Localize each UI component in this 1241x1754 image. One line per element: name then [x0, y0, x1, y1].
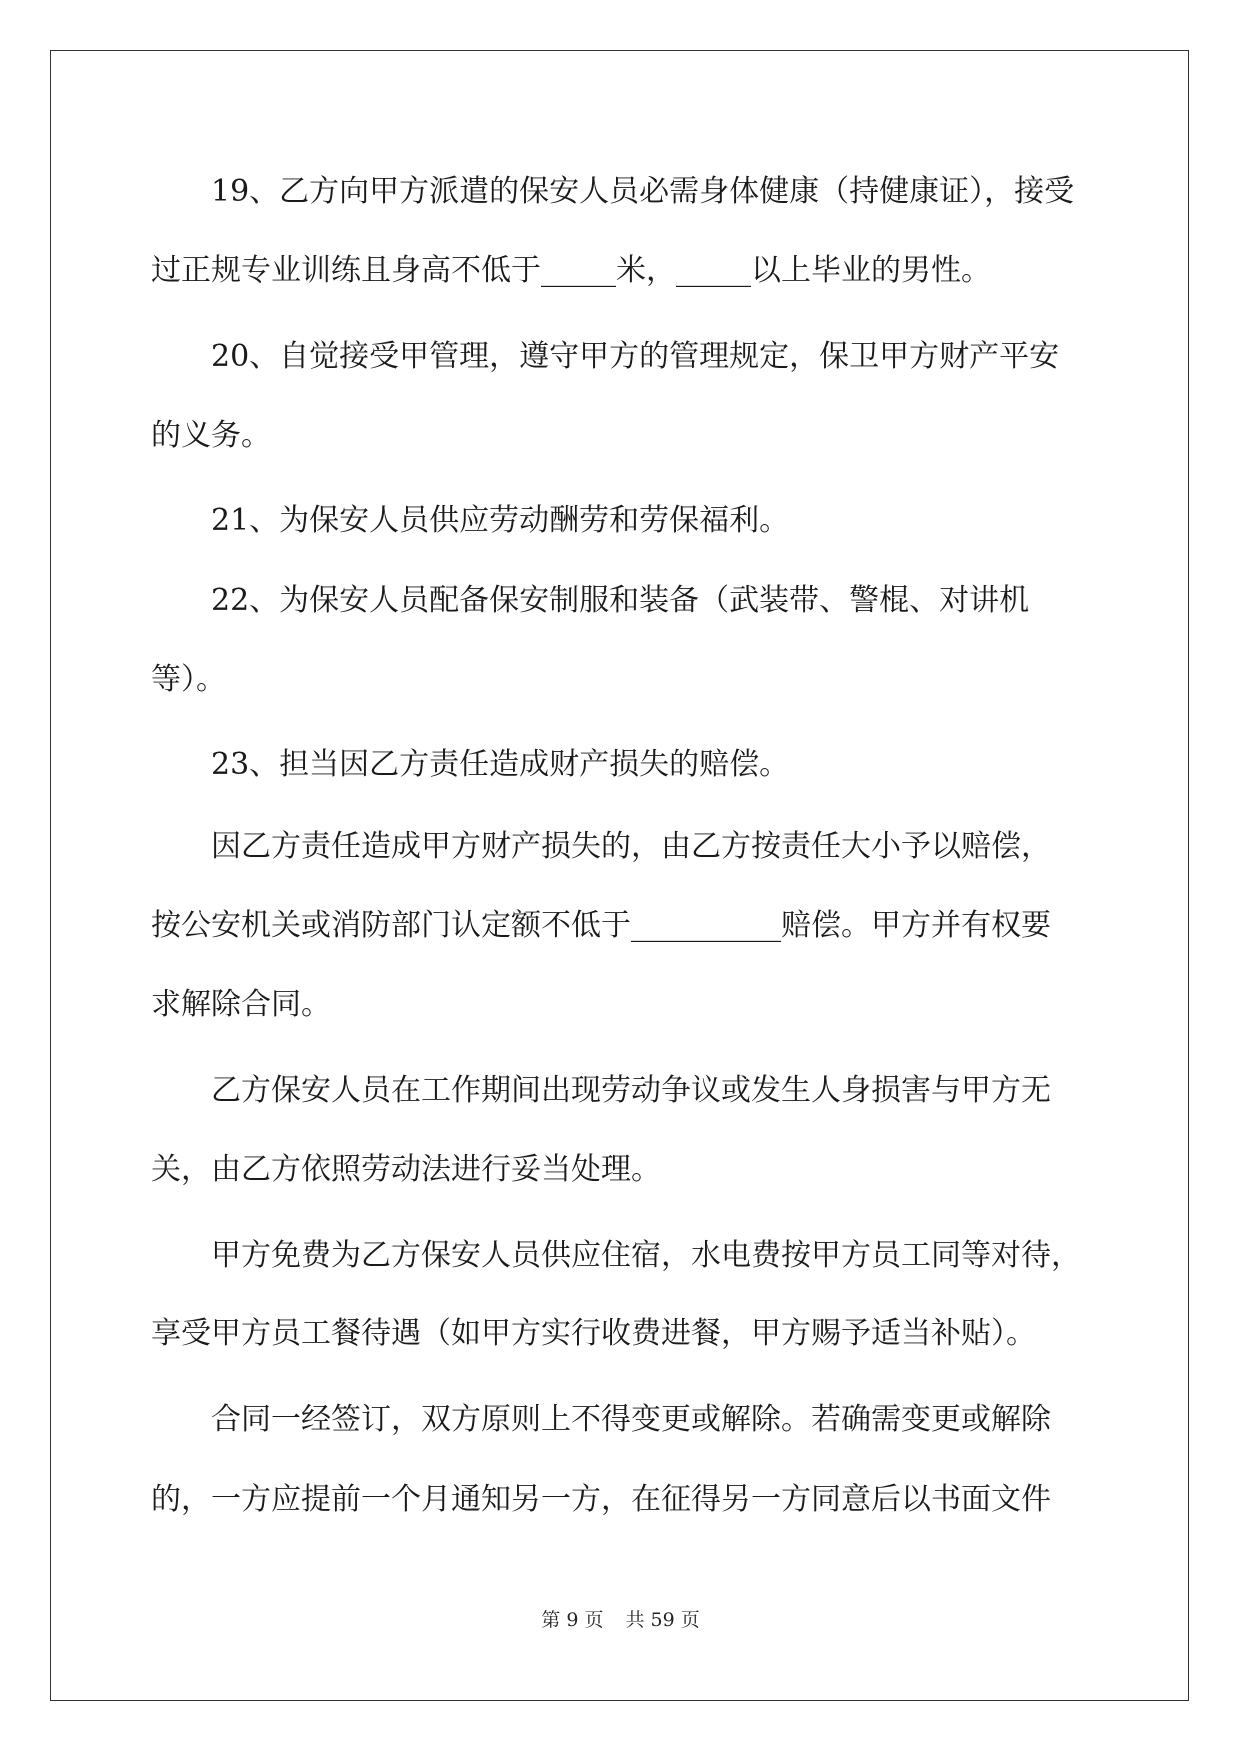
page-footer: [0, 1608, 1241, 1632]
text-line: 等）。: [151, 662, 226, 697]
text-line: 20、自觉接受甲管理，遵守甲方的管理规定，保卫甲方财产平安: [211, 339, 1060, 374]
text-line: 23、担当因乙方责任造成财产损失的赔偿。: [211, 747, 790, 782]
page-number: 第 9 页: [541, 1609, 604, 1631]
page-total: 共 59 页: [625, 1609, 700, 1631]
text-line: 因乙方责任造成甲方财产损失的，由乙方按责任大小予以赔偿，: [211, 829, 1051, 864]
text-line: 求解除合同。: [151, 987, 331, 1022]
text-line: 的义务。: [151, 418, 271, 453]
text-line: 享受甲方员工餐待遇（如甲方实行收费进餐，甲方赐予适当补贴）。: [151, 1316, 1036, 1351]
text-line: 的，一方应提前一个月通知另一方，在征得另一方同意后以书面文件: [151, 1482, 1051, 1517]
text-line: 合同一经签订，双方原则上不得变更或解除。若确需变更或解除: [211, 1402, 1051, 1437]
text-line: 过正规专业训练且身高不低于_____米，_____以上毕业的男性。: [151, 253, 991, 288]
text-line: 21、为保安人员供应劳动酬劳和劳保福利。: [211, 503, 790, 538]
page-border: [50, 50, 1189, 1701]
text-line: 乙方保安人员在工作期间出现劳动争议或发生人身损害与甲方无: [211, 1073, 1051, 1108]
text-line: 按公安机关或消防部门认定额不低于__________赔偿。甲方并有权要: [151, 908, 1051, 943]
text-line: 甲方免费为乙方保安人员供应住宿，水电费按甲方员工同等对待，: [211, 1238, 1081, 1273]
text-line: 19、乙方向甲方派遣的保安人员必需身体健康（持健康证），接受: [211, 174, 1075, 209]
text-line: 22、为保安人员配备保安制服和装备（武装带、警棍、对讲机: [211, 583, 1030, 618]
text-line: 关，由乙方依照劳动法进行妥当处理。: [151, 1152, 661, 1187]
